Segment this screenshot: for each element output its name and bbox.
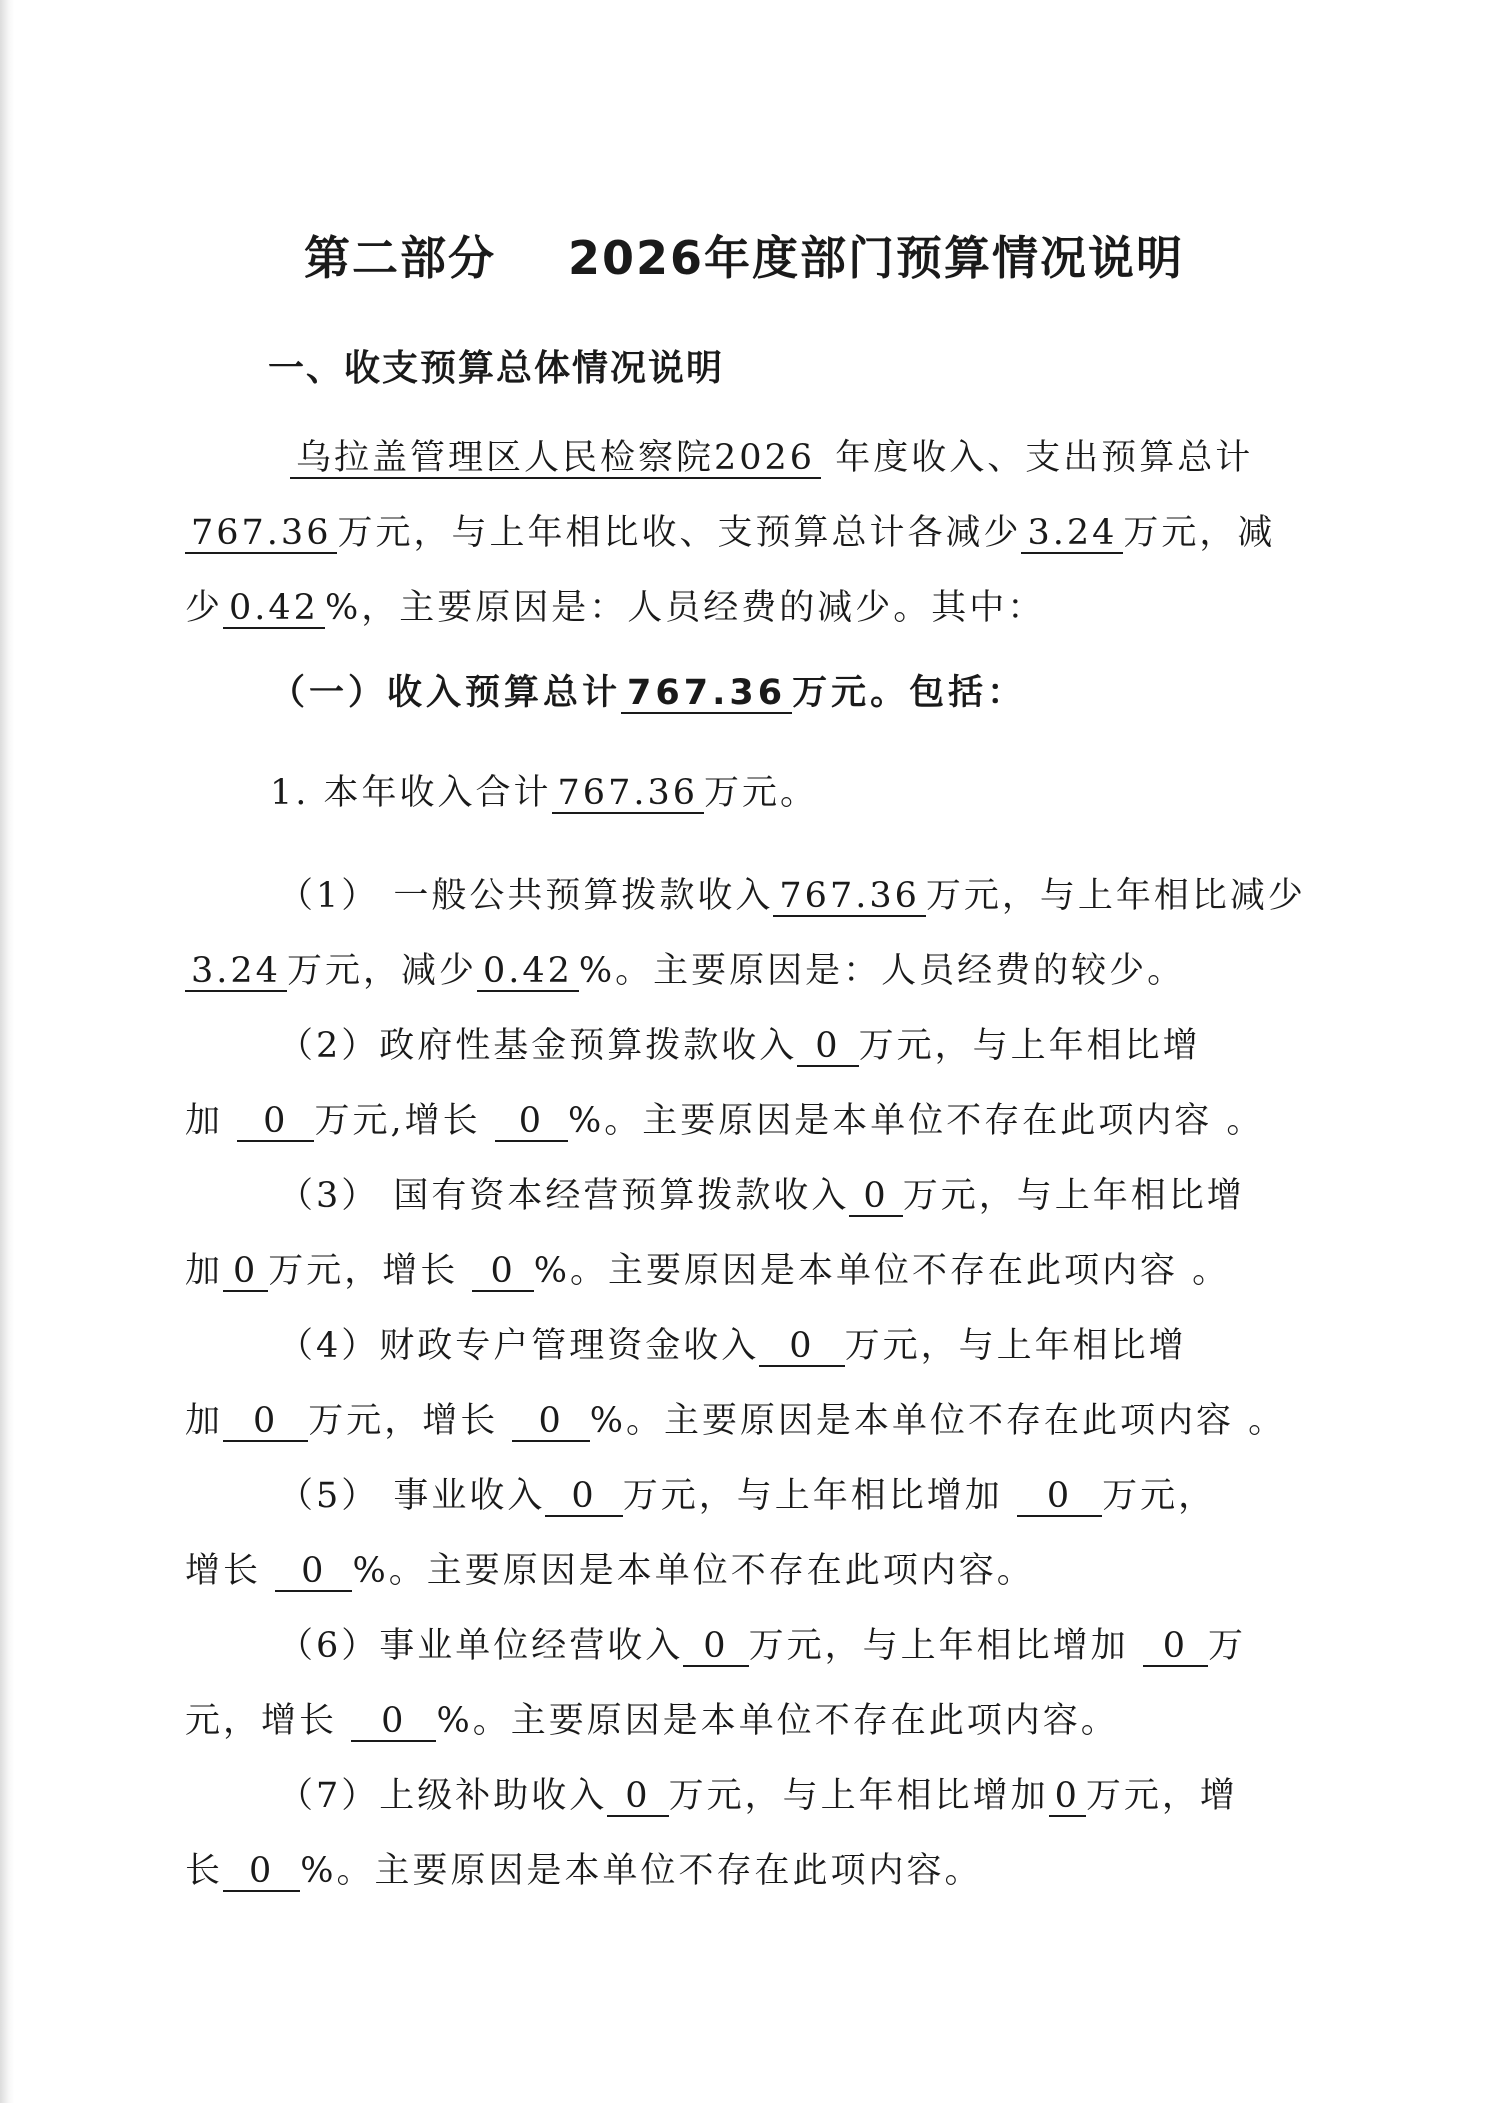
sub7-line-1: （7）上级补助收入 0 万元，与上年相比增加 0 万元，增 — [278, 1776, 1238, 1816]
sub2-line-1: （2）政府性基金预算拨款收入 0 万元，与上年相比增 — [278, 1026, 1201, 1066]
intro-line-1: 乌拉盖管理区人民检察院2026 年度收入、支出预算总计 — [290, 430, 1253, 480]
section-heading: 一、收支预算总体情况说明 — [268, 348, 725, 389]
sub6-line-1: （6）事业单位经营收入 0 万元，与上年相比增加 0 万 — [278, 1626, 1247, 1666]
org-name: 乌拉盖管理区人民检察院2026 — [290, 440, 821, 479]
sub1-line-2: 3.24 万元，减少 0.42 %。主要原因是：人员经费的较少。 — [185, 943, 1185, 993]
intro-line-3: 少 0.42 %，主要原因是：人员经费的减少。其中： — [185, 588, 1046, 628]
sub6-line-2: 元，增长 0 %。主要原因是本单位不存在此项内容。 — [185, 1701, 1119, 1741]
budget-total: 767.36 — [185, 515, 337, 554]
sub1-line-1: （1） 一般公共预算拨款收入 767.36 万元，与上年相比减少 — [278, 876, 1306, 916]
sub3-line-1: （3） 国有资本经营预算拨款收入 0 万元，与上年相比增 — [278, 1176, 1245, 1216]
sub4-line-1: （4）财政专户管理资金收入 0 万元，与上年相比增 — [278, 1326, 1187, 1366]
income-heading: （一）收入预算总计 767.36 万元。包括： — [270, 673, 1027, 713]
page-title: 第二部分 2026年度部门预算情况说明 — [303, 231, 1185, 285]
item-1: 1. 本年收入合计 767.36 万元。 — [270, 773, 819, 813]
decrease-percent: 0.42 — [223, 590, 325, 629]
year-income-total: 767.36 — [552, 775, 704, 814]
sub5-line-2: 增长 0 %。主要原因是本单位不存在此项内容。 — [185, 1551, 1035, 1591]
intro-line-2: 767.36 万元，与上年相比收、支预算总计各减少 3.24 万元，减 — [185, 505, 1275, 555]
income-total: 767.36 — [621, 675, 792, 714]
sub2-line-2: 加 0 万元,增长 0 %。主要原因是本单位不存在此项内容 。 — [185, 1101, 1265, 1141]
sub3-line-2: 加 0 万元，增长 0 %。主要原因是本单位不存在此项内容 。 — [185, 1251, 1231, 1291]
sub5-line-1: （5） 事业收入 0 万元，与上年相比增加 0 万元， — [278, 1476, 1217, 1516]
budget-decrease: 3.24 — [1021, 515, 1123, 554]
scan-edge-shadow — [0, 0, 14, 2103]
sub4-line-2: 加 0 万元，增长 0 %。主要原因是本单位不存在此项内容 。 — [185, 1401, 1287, 1441]
sub7-line-2: 长 0 %。主要原因是本单位不存在此项内容。 — [185, 1851, 983, 1891]
